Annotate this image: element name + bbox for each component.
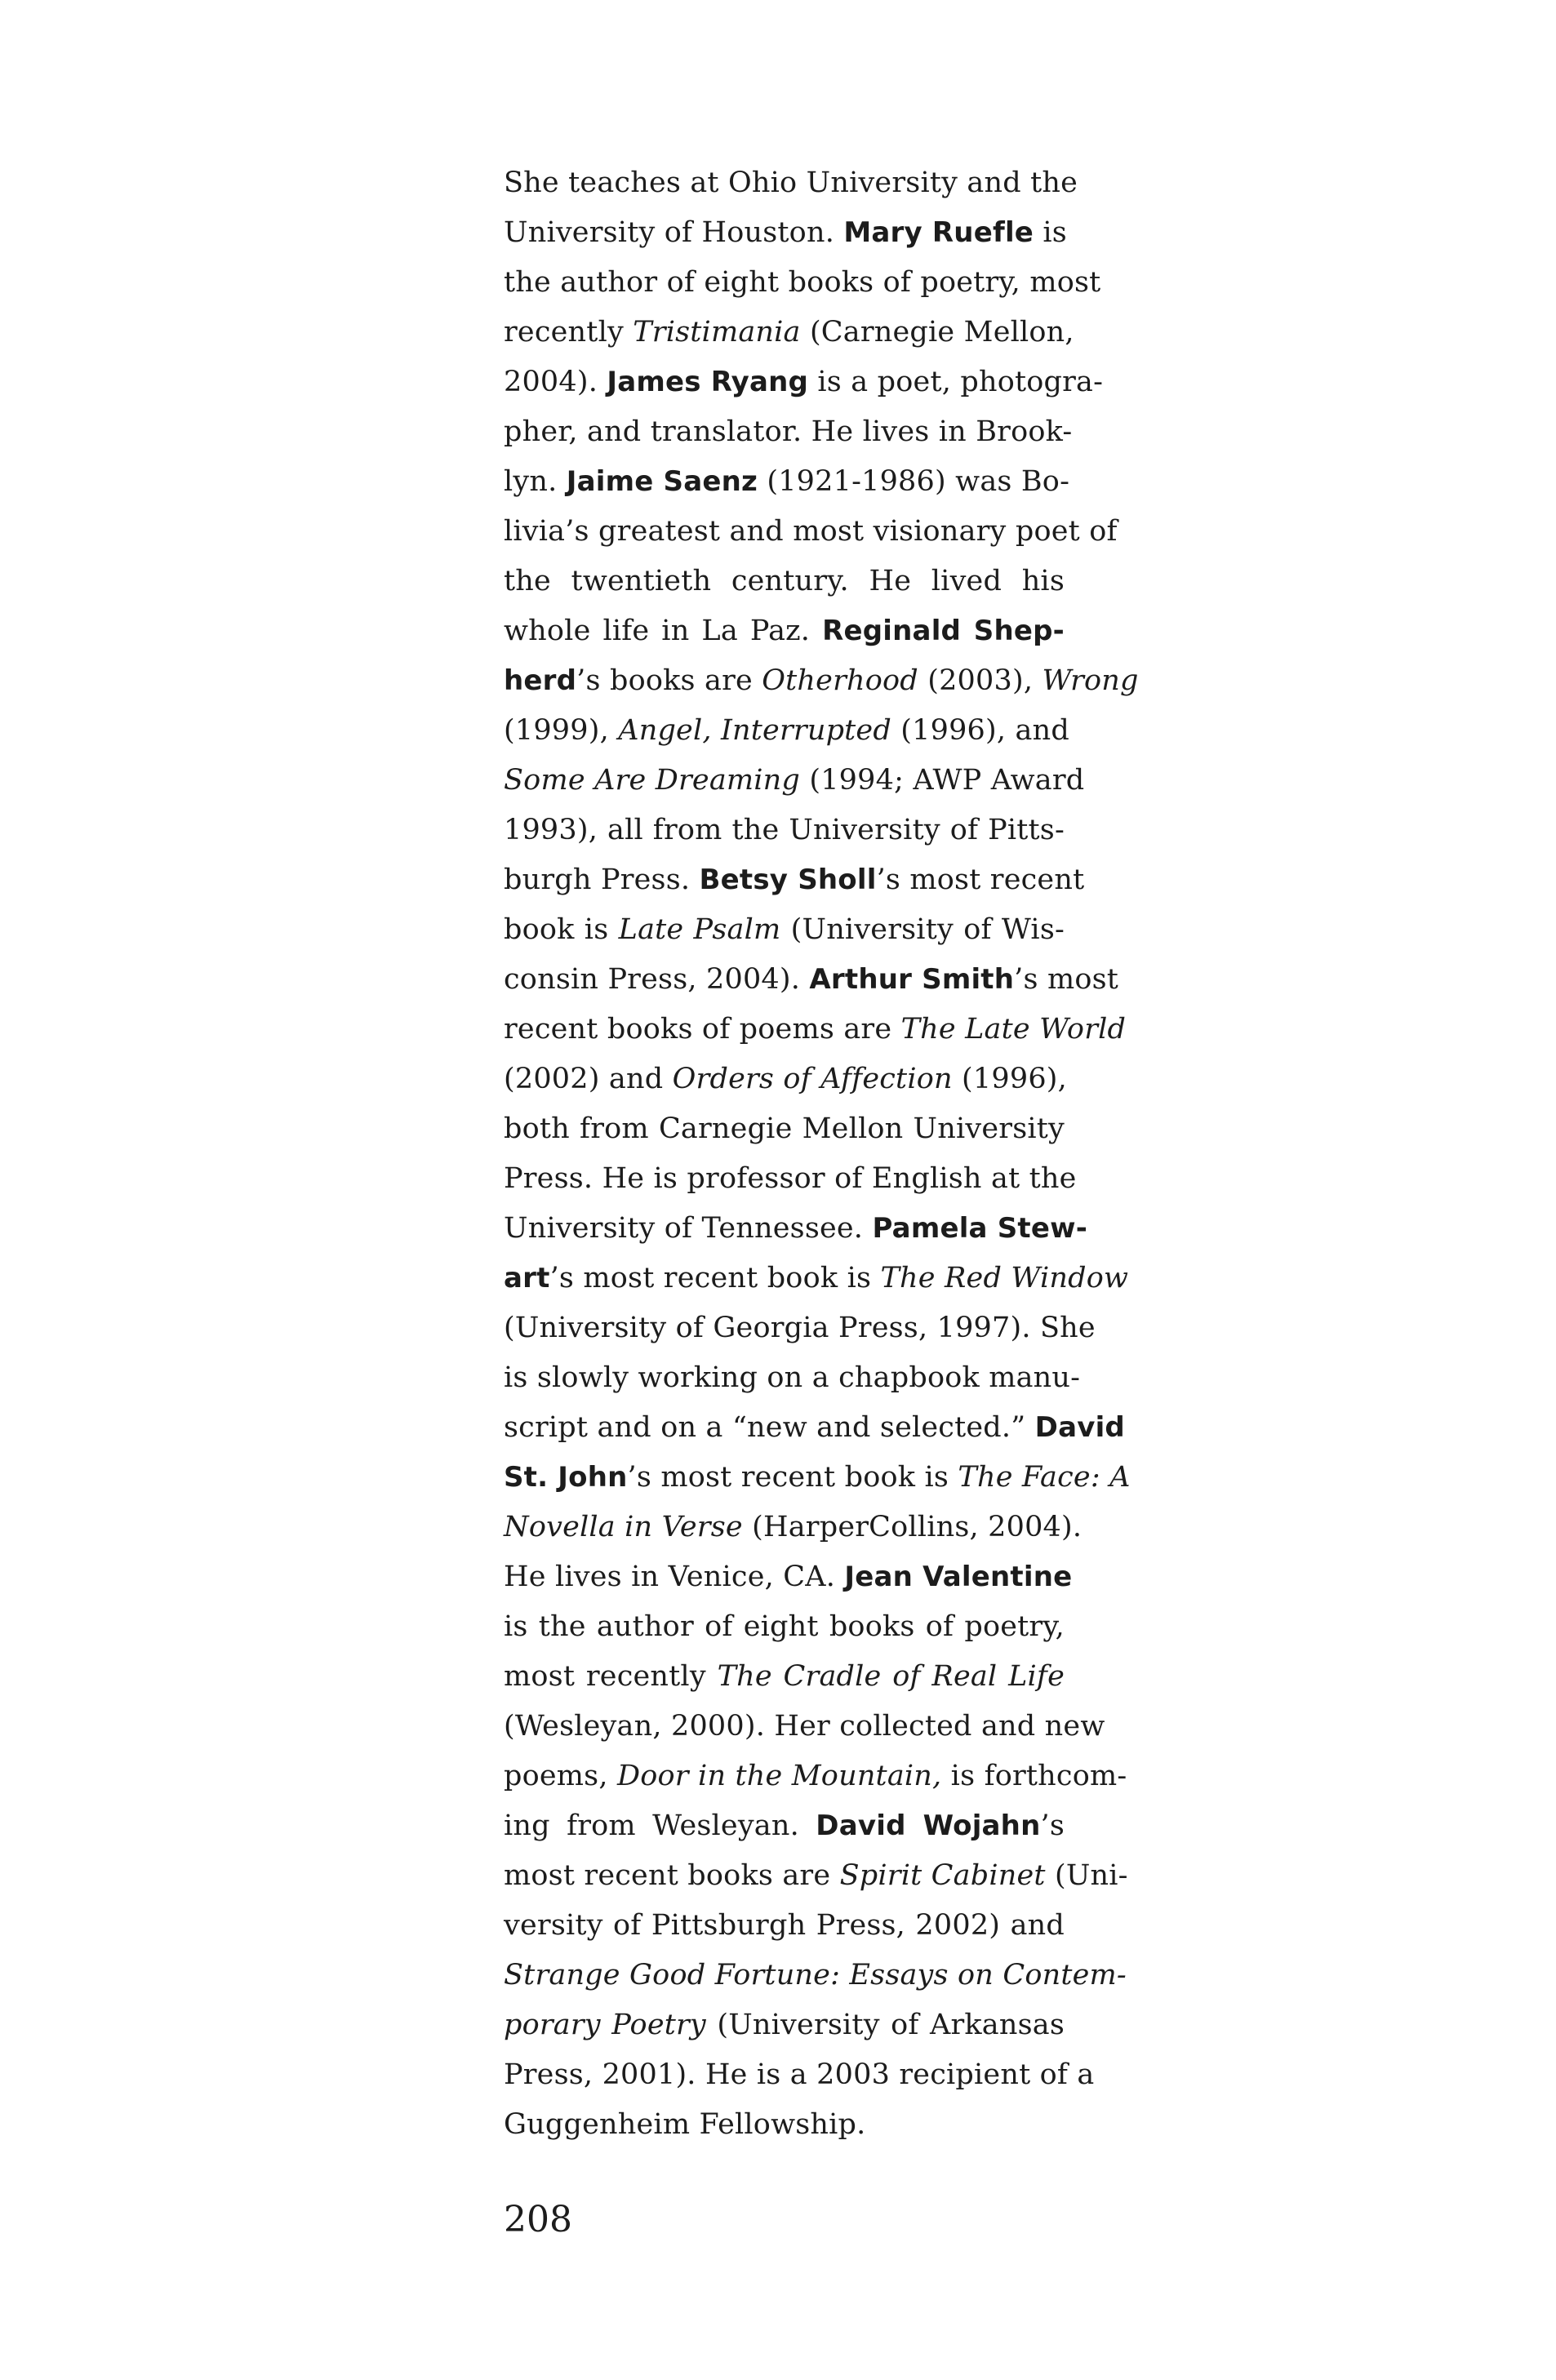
text-line (504, 1602, 1065, 1652)
text-line (504, 706, 1069, 756)
contributor-name: Pamela Stew- (872, 1212, 1088, 1245)
text-segment: (1999), (504, 714, 619, 747)
contributor-name: art (504, 1262, 550, 1294)
text-segment: livia’s greatest and most visionary poet of (504, 515, 1118, 548)
text-segment: is a poet, photogra- (808, 366, 1104, 398)
contributor-notes-column (504, 158, 1139, 2150)
text-segment: (Carnegie Mellon, (800, 316, 1074, 349)
text-segment: consin Press, 2004). (504, 963, 810, 996)
text-line (504, 806, 1065, 855)
text-segment: ’s most recent (876, 864, 1085, 896)
text-line (504, 1104, 1065, 1154)
text-line (504, 1851, 1128, 1901)
text-line (504, 1652, 1065, 1702)
text-segment: (University of Wis- (780, 913, 1065, 946)
book-title: The Red Window (880, 1262, 1129, 1294)
text-line (504, 1801, 1065, 1851)
text-line (504, 1303, 1096, 1353)
book-title: Novella in Verse (504, 1511, 743, 1543)
text-segment: ’s (1040, 1809, 1065, 1842)
text-segment: the twentieth century. He lived his (504, 565, 1065, 597)
text-segment: is the author of eight books of poetry, (504, 1610, 1065, 1643)
text-segment: (1996), and (891, 714, 1069, 747)
contributor-name: Betsy Sholl (699, 864, 877, 896)
text-segment: (1994; AWP Award (800, 764, 1085, 797)
text-line (504, 457, 1070, 507)
text-segment: University of Houston. (504, 216, 844, 249)
contributor-name: St. John (504, 1461, 628, 1494)
text-line (504, 308, 1074, 357)
text-line (504, 955, 1119, 1005)
text-line (504, 1254, 1129, 1303)
text-line (504, 606, 1065, 656)
page-number: 208 (504, 2199, 572, 2240)
text-segment: (HarperCollins, 2004). (742, 1511, 1083, 1543)
text-segment: versity of Pittsburgh Press, 2002) and (504, 1909, 1065, 1942)
text-segment: (2002) and (504, 1063, 673, 1095)
text-line (504, 1055, 1065, 1104)
book-title: Strange Good Fortune: Essays on Contem- (504, 1959, 1127, 1991)
book-title: Late Psalm (618, 913, 781, 946)
text-segment: ’s books are (576, 664, 762, 697)
contributor-name: David (1034, 1411, 1125, 1444)
contributor-name: Jaime Saenz (566, 465, 758, 498)
book-title: The Cradle of Real Life (717, 1660, 1065, 1693)
contributor-name: Reginald Shep- (822, 615, 1065, 647)
book-title: The Face: A (958, 1461, 1131, 1494)
text-segment: both from Carnegie Mellon University (504, 1112, 1065, 1145)
text-segment: lyn. (504, 465, 567, 498)
text-line (504, 1951, 1127, 2000)
text-segment: Press, 2001). He is a 2003 recipient of a (504, 2058, 1095, 2091)
book-title: Wrong (1042, 664, 1139, 697)
text-segment: Guggenheim Fellowship. (504, 2108, 866, 2141)
book-title: Some Are Dreaming (504, 764, 801, 797)
text-segment: (University of Arkansas (705, 2009, 1065, 2041)
text-line (504, 1204, 1088, 1254)
text-segment: most recent books are (504, 1859, 840, 1892)
text-line (504, 905, 1065, 955)
text-segment: ’s most recent book is (627, 1461, 958, 1494)
text-segment: whole life in La Paz. (504, 615, 823, 647)
text-line (504, 1901, 1065, 1951)
text-segment: (1996), (952, 1063, 1067, 1095)
text-segment: He lives in Venice, CA. (504, 1561, 845, 1593)
text-segment: poems, (504, 1760, 617, 1792)
text-segment: recently (504, 316, 634, 349)
text-line (504, 2000, 1065, 2050)
text-segment: ’s most (1014, 963, 1119, 996)
book-title: Spirit Cabinet (839, 1859, 1046, 1892)
text-segment: (Wesleyan, 2000). Her collected and new (504, 1710, 1105, 1743)
text-line (504, 557, 1065, 606)
contributor-name: James Ryang (607, 366, 809, 398)
text-segment: ing from Wesleyan. (504, 1809, 816, 1842)
book-title: The Late World (900, 1013, 1127, 1046)
book-title: Orders of Affection (672, 1063, 953, 1095)
text-line (504, 1453, 1131, 1503)
book-title: Angel, Interrupted (618, 714, 891, 747)
text-segment: (1921-1986) was Bo- (758, 465, 1070, 498)
text-line (504, 507, 1118, 557)
text-line (504, 158, 1078, 208)
book-title: Otherhood (762, 664, 918, 697)
contributor-name: Arthur Smith (809, 963, 1015, 996)
text-line (504, 1403, 1125, 1453)
text-line (504, 1752, 1127, 1801)
text-segment: 1993), all from the University of Pitts- (504, 814, 1065, 846)
text-segment: University of Tennessee. (504, 1212, 873, 1245)
contributor-name: Mary Ruefle (843, 216, 1034, 249)
text-line (504, 1353, 1081, 1403)
text-segment: is forthcom- (941, 1760, 1127, 1792)
text-segment: (University of Georgia Press, 1997). She (504, 1312, 1096, 1344)
text-line (504, 208, 1065, 258)
text-line (504, 1702, 1105, 1752)
text-line (504, 855, 1085, 905)
text-segment: recent books of poems are (504, 1013, 901, 1046)
text-segment: is slowly working on a chapbook manu- (504, 1361, 1081, 1394)
text-line (504, 1154, 1077, 1204)
text-segment: She teaches at Ohio University and the (504, 167, 1078, 199)
text-segment: is (1034, 216, 1067, 249)
text-segment: most recently (504, 1660, 718, 1693)
contributor-name: Jean Valentine (844, 1561, 1073, 1593)
text-line (504, 357, 1104, 407)
text-line (504, 1552, 1073, 1602)
book-title: Tristimania (633, 316, 801, 349)
text-segment: 2004). (504, 366, 607, 398)
book-title: Door in the Mountain, (617, 1760, 942, 1792)
text-segment: ’s most recent book is (549, 1262, 881, 1294)
text-segment: Press. He is professor of English at the (504, 1162, 1077, 1195)
text-segment: the author of eight books of poetry, most (504, 266, 1101, 299)
text-line (504, 2050, 1095, 2100)
text-line (504, 1503, 1083, 1552)
text-line (504, 2100, 1065, 2150)
text-segment: pher, and translator. He lives in Brook- (504, 415, 1073, 448)
text-line (504, 656, 1139, 706)
text-line (504, 258, 1101, 308)
text-line (504, 407, 1073, 457)
contributor-name: herd (504, 664, 577, 697)
book-title: porary Poetry (504, 2009, 706, 2041)
text-line (504, 1005, 1127, 1055)
text-segment: book is (504, 913, 619, 946)
text-segment: script and on a “new and selected.” (504, 1411, 1035, 1444)
contributor-name: David Wojahn (816, 1809, 1041, 1842)
text-segment: (2003), (918, 664, 1043, 697)
text-line (504, 756, 1085, 806)
text-segment: (Uni- (1045, 1859, 1128, 1892)
text-segment: burgh Press. (504, 864, 700, 896)
